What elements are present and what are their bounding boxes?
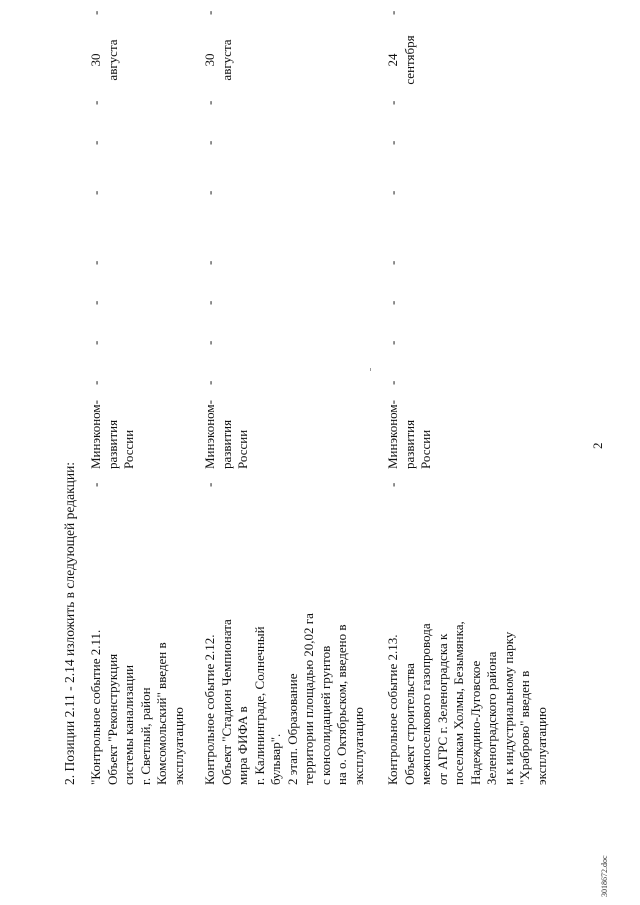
responsible: Минэконом- развития России (88, 400, 136, 469)
date-cell: 30 августа (88, 39, 120, 81)
file-name-footer: 3018672.doc (600, 855, 609, 897)
page-number: 2 (590, 442, 605, 449)
stray-mark (370, 368, 371, 371)
dash-row: - - - - - - - - (88, 10, 103, 385)
intro-text: 2. Позиции 2.11 - 2.14 изложить в следующей редакции: (62, 461, 77, 785)
table-row (385, 0, 549, 785)
dash-row: - - - - - - - - (385, 10, 400, 385)
dash-cell: - (202, 482, 217, 487)
responsible: Минэконом- развития России (385, 400, 433, 469)
date-cell: 30 августа (202, 39, 234, 81)
responsible: Минэконом- развития России (202, 400, 250, 469)
dash-cell: - (385, 482, 400, 487)
table-row (202, 0, 366, 785)
date-cell: 24 сентября (385, 35, 417, 85)
dash-row: - - - - - - - - (202, 10, 217, 385)
event-title: Контрольное событие 2.13. Объект строительства межпоселкового газопровода от АГРС г. Зеленоградска к поселкам Холмы, Безымянка, Надеждино-Луговское Зеленоградского района и к индустриальному парку "Храброво" введен в эксплуатацию (385, 621, 549, 785)
event-title: "Контрольное событие 2.11. Объект "Реконструкция системы канализации г. Светлый, район Комсомольский" введен в эксплуатацию (88, 629, 186, 785)
dash-cell: - (88, 482, 103, 487)
event-title: Контрольное событие 2.12. Объект "Стадион Чемпионата мира ФИФА в г. Калининграде, Солнечный бульвар". 2 этап. Образование территории площадью 20,02 га с консолидацией грунтов на о. Октябрьском, введено в эксплуатацию (202, 613, 366, 785)
